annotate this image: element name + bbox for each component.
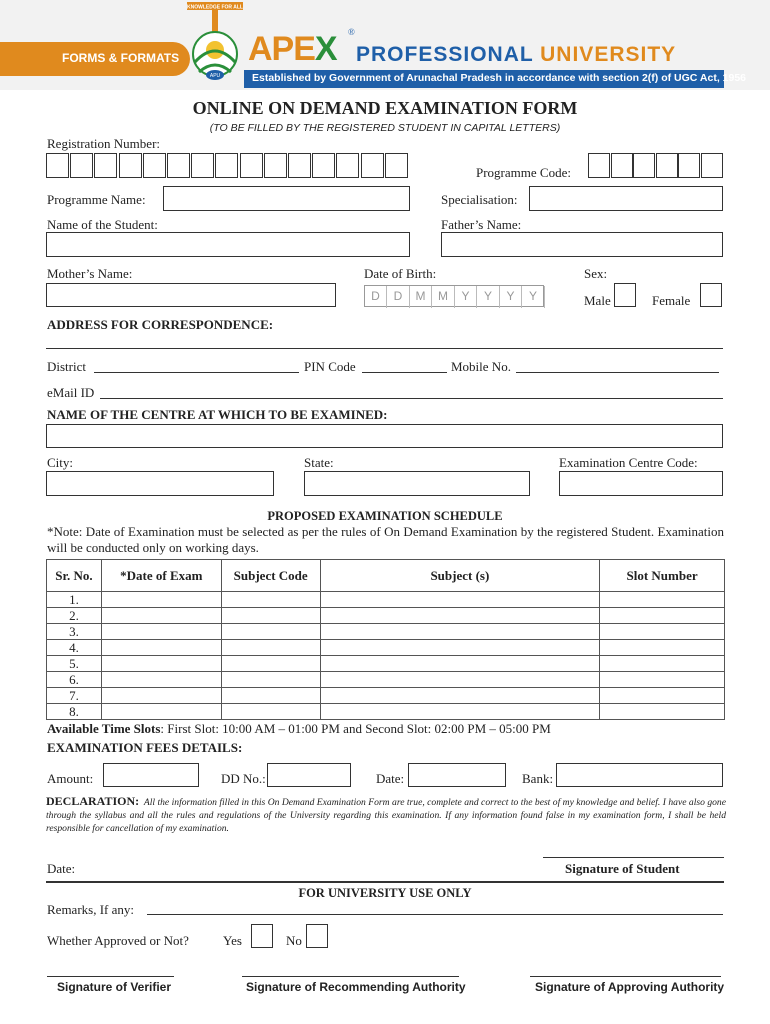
programme-code-cell[interactable] [633, 153, 655, 178]
col-subjects: Subject (s) [320, 560, 600, 592]
logo-text: APU [209, 73, 221, 79]
schedule-entry-cell[interactable] [600, 640, 725, 656]
recommending-signature-line[interactable] [242, 976, 459, 977]
schedule-header-row [47, 560, 725, 592]
pin-field[interactable] [362, 372, 447, 373]
student-signature-label: Signature of Student [565, 861, 680, 876]
footer-divider [46, 881, 724, 883]
dob-field[interactable] [364, 285, 544, 307]
registration-digit-cell[interactable] [215, 153, 238, 178]
specialisation-field[interactable] [529, 186, 723, 211]
district-label: District [47, 359, 86, 374]
programme-code-label: Programme Code: [476, 165, 571, 180]
student-signature-line[interactable] [543, 857, 724, 858]
schedule-entry-cell[interactable] [221, 624, 320, 640]
declaration [46, 795, 726, 835]
no-label: No [286, 933, 302, 948]
city-field[interactable] [46, 471, 274, 496]
registration-digit-cell[interactable] [119, 153, 142, 178]
schedule-row [47, 656, 725, 672]
fee-date-field[interactable] [408, 763, 506, 787]
university-logo-icon [185, 2, 245, 86]
female-checkbox[interactable] [700, 283, 722, 307]
district-field[interactable] [94, 372, 299, 373]
form-subtitle: (TO BE FILLED BY THE REGISTERED STUDENT IN CAPITAL LETTERS) [209, 122, 561, 134]
programme-code-cell[interactable] [678, 153, 700, 178]
no-checkbox[interactable] [306, 924, 328, 948]
schedule-sr-no: 5. [47, 656, 102, 672]
schedule-heading: PROPOSED EXAMINATION SCHEDULE [267, 509, 503, 523]
dob-digit-placeholder[interactable]: M [410, 286, 432, 308]
female-label: Female [652, 293, 691, 308]
established-statement: Established by Government of Arunachal Pradesh in accordance with section 2(f) of UGC Act, 1956 [244, 70, 724, 88]
recommending-signature-label: Signature of Recommending Authority [246, 980, 466, 994]
schedule-entry-cell[interactable] [320, 704, 600, 720]
mother-name-label: Mother’s Name: [47, 266, 133, 281]
approving-signature-label: Signature of Approving Authority [535, 980, 725, 994]
col-sr-no: Sr. No. [47, 560, 102, 592]
time-slots-text: Available Time Slots: First Slot: 10:00 AM – 01:00 PM and Second Slot: 02:00 PM – 05:00 PM [47, 721, 551, 736]
registration-digit-cell[interactable] [385, 153, 408, 178]
registration-digit-cell[interactable] [191, 153, 214, 178]
schedule-entry-cell[interactable] [221, 704, 320, 720]
address-heading: ADDRESS FOR CORRESPONDENCE: [47, 317, 274, 332]
schedule-entry-cell[interactable] [221, 656, 320, 672]
schedule-sr-no: 6. [47, 672, 102, 688]
registration-digit-cell[interactable] [312, 153, 335, 178]
email-label: eMail ID [47, 385, 95, 400]
programme-name-field[interactable] [163, 186, 410, 211]
father-name-field[interactable] [441, 232, 723, 257]
schedule-entry-cell[interactable] [320, 592, 600, 608]
declaration-label: DECLARATION: [46, 794, 140, 808]
state-field[interactable] [304, 471, 530, 496]
schedule-entry-cell[interactable] [600, 656, 725, 672]
col-subject-code: Subject Code [221, 560, 320, 592]
schedule-entry-cell[interactable] [320, 688, 600, 704]
amount-field[interactable] [103, 763, 199, 787]
state-label: State: [304, 455, 334, 470]
dd-no-field[interactable] [267, 763, 351, 787]
brand-apex-x: X [314, 30, 337, 68]
dob-digit-placeholder[interactable]: Y [523, 286, 545, 308]
male-label: Male [584, 293, 611, 308]
schedule-entry-cell[interactable] [221, 672, 320, 688]
fee-date-label: Date: [376, 771, 405, 786]
registration-digit-cell[interactable] [94, 153, 117, 178]
schedule-entry-cell[interactable] [221, 608, 320, 624]
mother-name-field[interactable] [46, 283, 336, 307]
email-field[interactable] [100, 398, 723, 399]
schedule-row [47, 624, 725, 640]
mobile-field[interactable] [516, 372, 719, 373]
programme-name-label: Programme Name: [47, 192, 146, 207]
registered-mark: ® [348, 27, 355, 37]
schedule-entry-cell[interactable] [101, 656, 221, 672]
logo-tagline: KNOWLEDGE FOR ALL [187, 4, 243, 11]
schedule-entry-cell[interactable] [320, 656, 600, 672]
bank-field[interactable] [556, 763, 723, 787]
schedule-table [46, 559, 725, 720]
city-label: City: [47, 455, 74, 470]
schedule-entry-cell[interactable] [320, 624, 600, 640]
schedule-entry-cell[interactable] [101, 608, 221, 624]
schedule-entry-cell[interactable] [600, 608, 725, 624]
centre-code-label: Examination Centre Code: [559, 455, 698, 470]
schedule-note: *Note: Date of Examination must be selected as per the rules of On Demand Examination by the registered Student. Examination will be conducted only on working days. [47, 524, 724, 555]
schedule-entry-cell[interactable] [221, 640, 320, 656]
registration-digit-cell[interactable] [264, 153, 287, 178]
schedule-sr-no: 1. [47, 592, 102, 608]
student-name-field[interactable] [46, 232, 410, 257]
schedule-row [47, 672, 725, 688]
schedule-entry-cell[interactable] [320, 672, 600, 688]
schedule-row [47, 640, 725, 656]
address-line[interactable] [46, 348, 723, 349]
schedule-sr-no: 2. [47, 608, 102, 624]
schedule-sr-no: 4. [47, 640, 102, 656]
dd-no-label: DD No.: [221, 771, 266, 786]
registration-digit-cell[interactable] [167, 153, 190, 178]
schedule-entry-cell[interactable] [600, 624, 725, 640]
schedule-entry-cell[interactable] [320, 608, 600, 624]
dob-digit-placeholder[interactable]: M [433, 286, 455, 308]
approved-label: Whether Approved or Not? [47, 933, 189, 948]
forms-formats-label: FORMS & FORMATS [62, 51, 180, 65]
mobile-label: Mobile No. [451, 359, 511, 374]
declaration-text: All the information filled in this On Demand Examination Form are true, complete and correct to the best of my knowledge and belief. I have also gone through the syllabus and all the rules and regulations of the University regarding this examination. If any information found false in my examination form, I shall be held responsible for cancellation of my examination. [46, 797, 726, 834]
schedule-sr-no: 3. [47, 624, 102, 640]
dob-digit-placeholder[interactable]: Y [455, 286, 477, 308]
programme-code-cell[interactable] [656, 153, 678, 178]
dob-digit-placeholder[interactable]: D [365, 286, 387, 308]
programme-code-cell[interactable] [588, 153, 610, 178]
schedule-row [47, 608, 725, 624]
schedule-entry-cell[interactable] [101, 592, 221, 608]
registration-number-label: Registration Number: [47, 136, 161, 151]
forms-formats-tab [0, 42, 190, 76]
yes-label: Yes [223, 933, 242, 948]
registration-digit-cell[interactable] [361, 153, 384, 178]
sex-label: Sex: [584, 266, 608, 281]
schedule-entry-cell[interactable] [221, 688, 320, 704]
programme-code-cell[interactable] [701, 153, 723, 178]
amount-label: Amount: [47, 771, 94, 786]
registration-digit-cell[interactable] [288, 153, 311, 178]
form-title: ONLINE ON DEMAND EXAMINATION FORM [192, 98, 578, 118]
schedule-entry-cell[interactable] [101, 704, 221, 720]
registration-digit-cell[interactable] [336, 153, 359, 178]
brand-professional-university: PROFESSIONAL UNIVERSITY [356, 43, 677, 66]
specialisation-label: Specialisation: [441, 192, 518, 207]
schedule-row [47, 704, 725, 720]
schedule-entry-cell[interactable] [101, 624, 221, 640]
col-date-of-exam: *Date of Exam [101, 560, 221, 592]
approving-signature-line[interactable] [530, 976, 721, 977]
schedule-entry-cell[interactable] [101, 672, 221, 688]
remarks-field[interactable] [147, 914, 723, 915]
schedule-entry-cell[interactable] [600, 672, 725, 688]
verifier-signature-label: Signature of Verifier [57, 980, 172, 994]
dob-label: Date of Birth: [364, 266, 437, 281]
student-name-label: Name of the Student: [47, 217, 158, 232]
pin-label: PIN Code [304, 359, 356, 374]
schedule-sr-no: 7. [47, 688, 102, 704]
yes-checkbox[interactable] [251, 924, 273, 948]
registration-digit-cell[interactable] [143, 153, 166, 178]
centre-heading: NAME OF THE CENTRE AT WHICH TO BE EXAMINED: [47, 407, 388, 422]
dob-digit-placeholder[interactable]: D [388, 286, 410, 308]
male-checkbox[interactable] [614, 283, 636, 307]
registration-digit-cell[interactable] [46, 153, 69, 178]
registration-digit-cell[interactable] [70, 153, 93, 178]
footer-date-label: Date: [47, 861, 76, 876]
schedule-entry-cell[interactable] [101, 688, 221, 704]
registration-digit-cell[interactable] [240, 153, 263, 178]
schedule-entry-cell[interactable] [600, 688, 725, 704]
dob-digit-placeholder[interactable]: Y [478, 286, 500, 308]
fees-heading: EXAMINATION FEES DETAILS: [47, 740, 243, 755]
schedule-entry-cell[interactable] [600, 592, 725, 608]
schedule-row [47, 592, 725, 608]
programme-code-cell[interactable] [611, 153, 633, 178]
brand-apex: APEX [248, 30, 337, 68]
centre-code-field[interactable] [559, 471, 723, 496]
father-name-label: Father’s Name: [441, 217, 522, 232]
centre-field[interactable] [46, 424, 723, 448]
schedule-entry-cell[interactable] [101, 640, 221, 656]
schedule-entry-cell[interactable] [600, 704, 725, 720]
remarks-label: Remarks, If any: [47, 902, 135, 917]
office-use-heading: FOR UNIVERSITY USE ONLY [298, 886, 472, 900]
bank-label: Bank: [522, 771, 554, 786]
dob-digit-placeholder[interactable]: Y [500, 286, 522, 308]
schedule-entry-cell[interactable] [320, 640, 600, 656]
schedule-sr-no: 8. [47, 704, 102, 720]
schedule-row [47, 688, 725, 704]
schedule-entry-cell[interactable] [221, 592, 320, 608]
verifier-signature-line[interactable] [47, 976, 174, 977]
col-slot-number: Slot Number [600, 560, 725, 592]
